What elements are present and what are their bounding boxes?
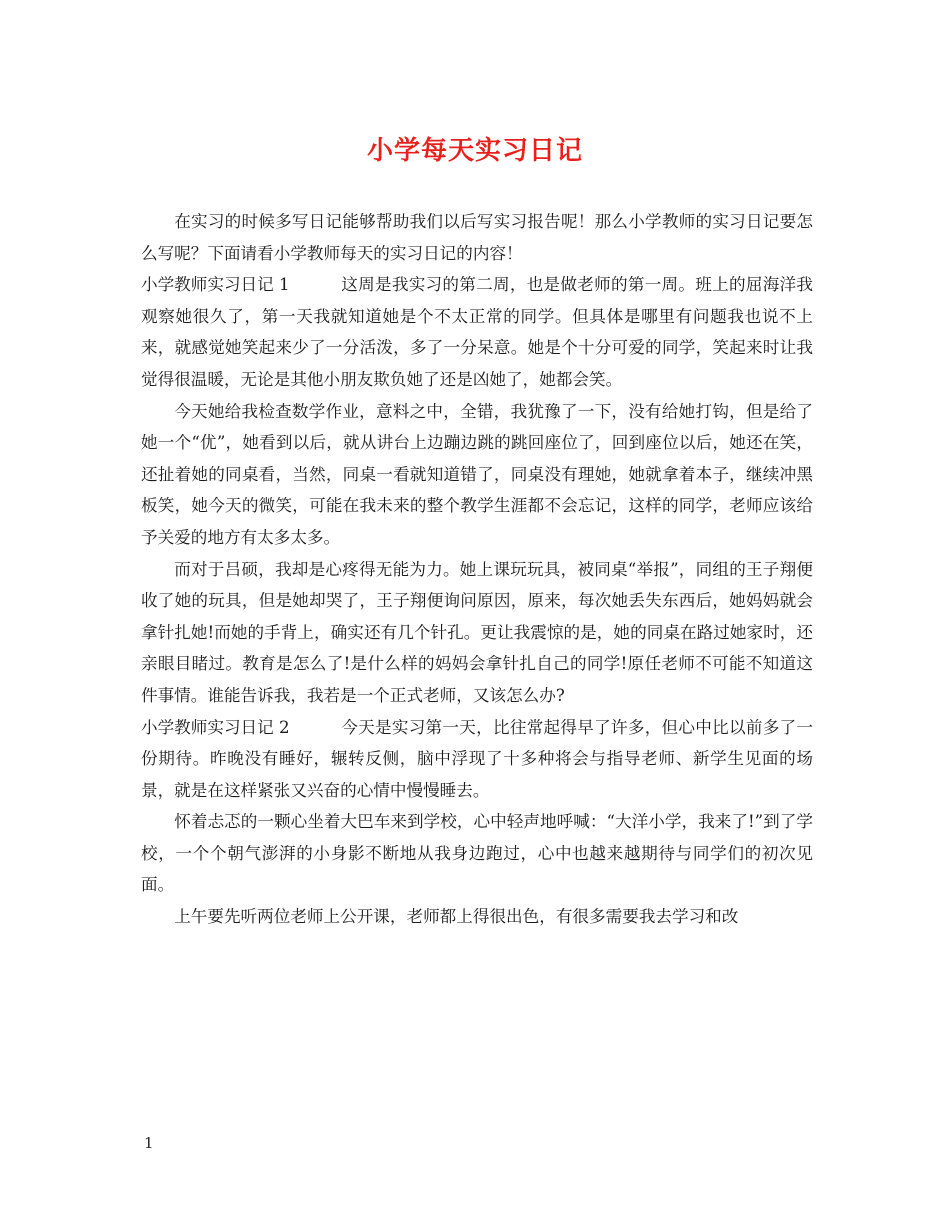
document-title: 小学每天实习日记 [366, 136, 583, 166]
diary-entry-1-lead [141, 269, 813, 395]
page-number: 1 [144, 1134, 154, 1152]
diary-entry-1-lead-text: 这周是我实习的第二周，也是做老师的第一周。班上的屈海洋我观察她很久了，第一天我就知道她是个不太正常的同学。但具体是哪里有问题我也说不上来，就感觉她笑起来少了一分活泼，多了一分呆意。她是个十分可爱的同学，笑起来时让我觉得很温暖，无论是其他小朋友欺负她了还是凶她了，她都会笑。 [141, 275, 813, 389]
diary-entry-2-lead-text: 今天是实习第一天，比往常起得早了许多，但心中比以前多了一份期待。昨晚没有睡好，辗转反侧，脑中浮现了十多种将会与指导老师、新学生见面的场景，就是在这样紧张又兴奋的心情中慢慢睡去。 [141, 717, 813, 800]
diary-entry-2-heading: 小学教师实习日记 2 [141, 717, 290, 737]
diary-entry-1-heading: 小学教师实习日记 1 [141, 275, 290, 295]
diary-entry-2-paragraph: 怀着忐忑的一颗心坐着大巴车来到学校，心中轻声地呼喊：“大洋小学，我来了!”到了学校，一个个朝气澎湃的小身影不断地从我身边跑过，心中也越来越期待与同学们的初次见面。 [141, 812, 813, 895]
diary-entry-1-paragraph: 而对于吕硕，我却是心疼得无能为力。她上课玩玩具，被同桌“举报”，同组的王子翔便收了她的玩具，但是她却哭了，王子翔便询问原因，原来，每次她丢失东西后，她妈妈就会拿针扎她!而她的手背上，确实还有几个针孔。更让我震惊的是，她的同桌在路过她家时，还亲眼目睹过。教育是怎么了!是什么样的妈妈会拿针扎自己的同学!原任老师不可能不知道这件事情。谁能告诉我，我若是一个正式老师，又该怎么办? [141, 559, 813, 705]
diary-entry-2-lead [141, 712, 813, 807]
diary-entry-2-paragraph: 上午要先听两位老师上公开课，老师都上得很出色，有很多需要我去学习和改 [174, 907, 739, 927]
diary-entry-1-paragraph: 今天她给我检查数学作业，意料之中，全错，我犹豫了一下，没有给她打钩，但是给了她一个“优”，她看到以后，就从讲台上边蹦边跳的跳回座位了，回到座位以后，她还在笑，还扯着她的同桌看，当然，同桌一看就知道错了，同桌没有理她，她就拿着本子，继续冲黑板笑，她今天的微笑，可能在我未来的整个教学生涯都不会忘记，这样的同学，老师应该给予关爱的地方有太多太多。 [141, 401, 813, 547]
document-body [141, 206, 813, 933]
intro-paragraph: 在实习的时候多写日记能够帮助我们以后写实习报告呢！那么小学教师的实习日记要怎么写呢？下面请看小学教师每天的实习日记的内容！ [141, 212, 813, 263]
